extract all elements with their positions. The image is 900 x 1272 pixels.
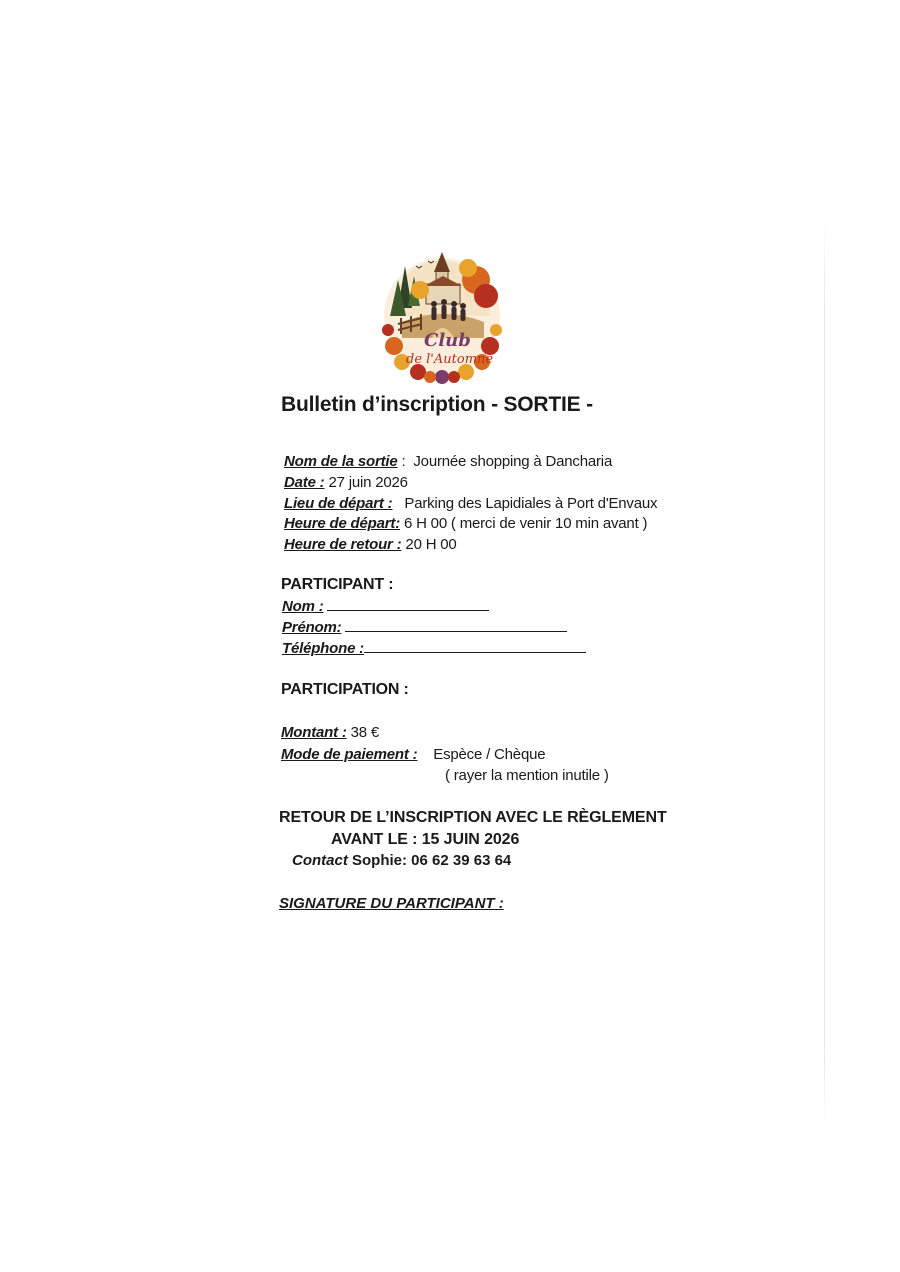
outing-name-separator: : [397,453,406,470]
outing-name-label: Nom de la sortie [284,453,398,470]
club-logo [372,246,512,386]
amount-row [281,724,379,741]
return-time-value: 20 H 00 [401,536,457,553]
payment-mode-row [281,746,545,763]
outing-name-row [284,453,612,470]
contact-value: Sophie: 06 62 39 63 64 [347,852,512,869]
date-label: Date : [284,474,325,491]
departure-time-row [284,515,647,532]
departure-time-label: Heure de départ: [284,515,400,532]
phone-row [282,640,586,657]
first-name-label: Prénom: [282,619,342,636]
contact-line [292,852,511,869]
last-name-field[interactable] [327,598,489,611]
return-deadline: AVANT LE : 15 JUIN 2026 [331,831,520,848]
phone-field[interactable] [364,640,586,653]
first-name-field[interactable] [345,619,567,632]
first-name-row [282,619,567,636]
amount-value: 38 € [346,724,380,741]
payment-mode-note: ( rayer la mention inutile ) [445,767,609,784]
last-name-row [282,598,489,615]
participant-heading: PARTICIPANT : [281,576,394,593]
date-row [284,474,408,491]
form-title: Bulletin d’inscription - SORTIE - [281,393,593,416]
departure-place-value: Parking des Lapidiales à Port d'Envaux [404,495,658,512]
return-time-row [284,536,457,553]
contact-label: Contact [292,852,348,869]
return-time-label: Heure de retour : [284,536,402,553]
phone-label: Téléphone : [282,640,364,657]
departure-place-label: Lieu de départ : [284,495,393,512]
participation-heading: PARTICIPATION : [281,681,409,698]
svg-text:de l'Automne: de l'Automne [406,352,494,367]
svg-text:Club: Club [424,330,471,351]
scan-edge-line [824,220,825,1130]
payment-mode-value: Espèce / Chèque [433,746,546,763]
signature-label: SIGNATURE DU PARTICIPANT : [279,895,504,912]
outing-name-value: Journée shopping à Dancharia [413,453,613,470]
amount-label: Montant : [281,724,347,741]
departure-time-value: 6 H 00 ( merci de venir 10 min avant ) [400,515,648,532]
last-name-label: Nom : [282,598,324,615]
date-value: 27 juin 2026 [324,474,408,491]
return-instruction-line1: RETOUR DE L’INSCRIPTION AVEC LE RÈGLEMENT [279,809,667,826]
payment-mode-label: Mode de paiement : [281,746,418,763]
departure-place-row [284,495,657,512]
